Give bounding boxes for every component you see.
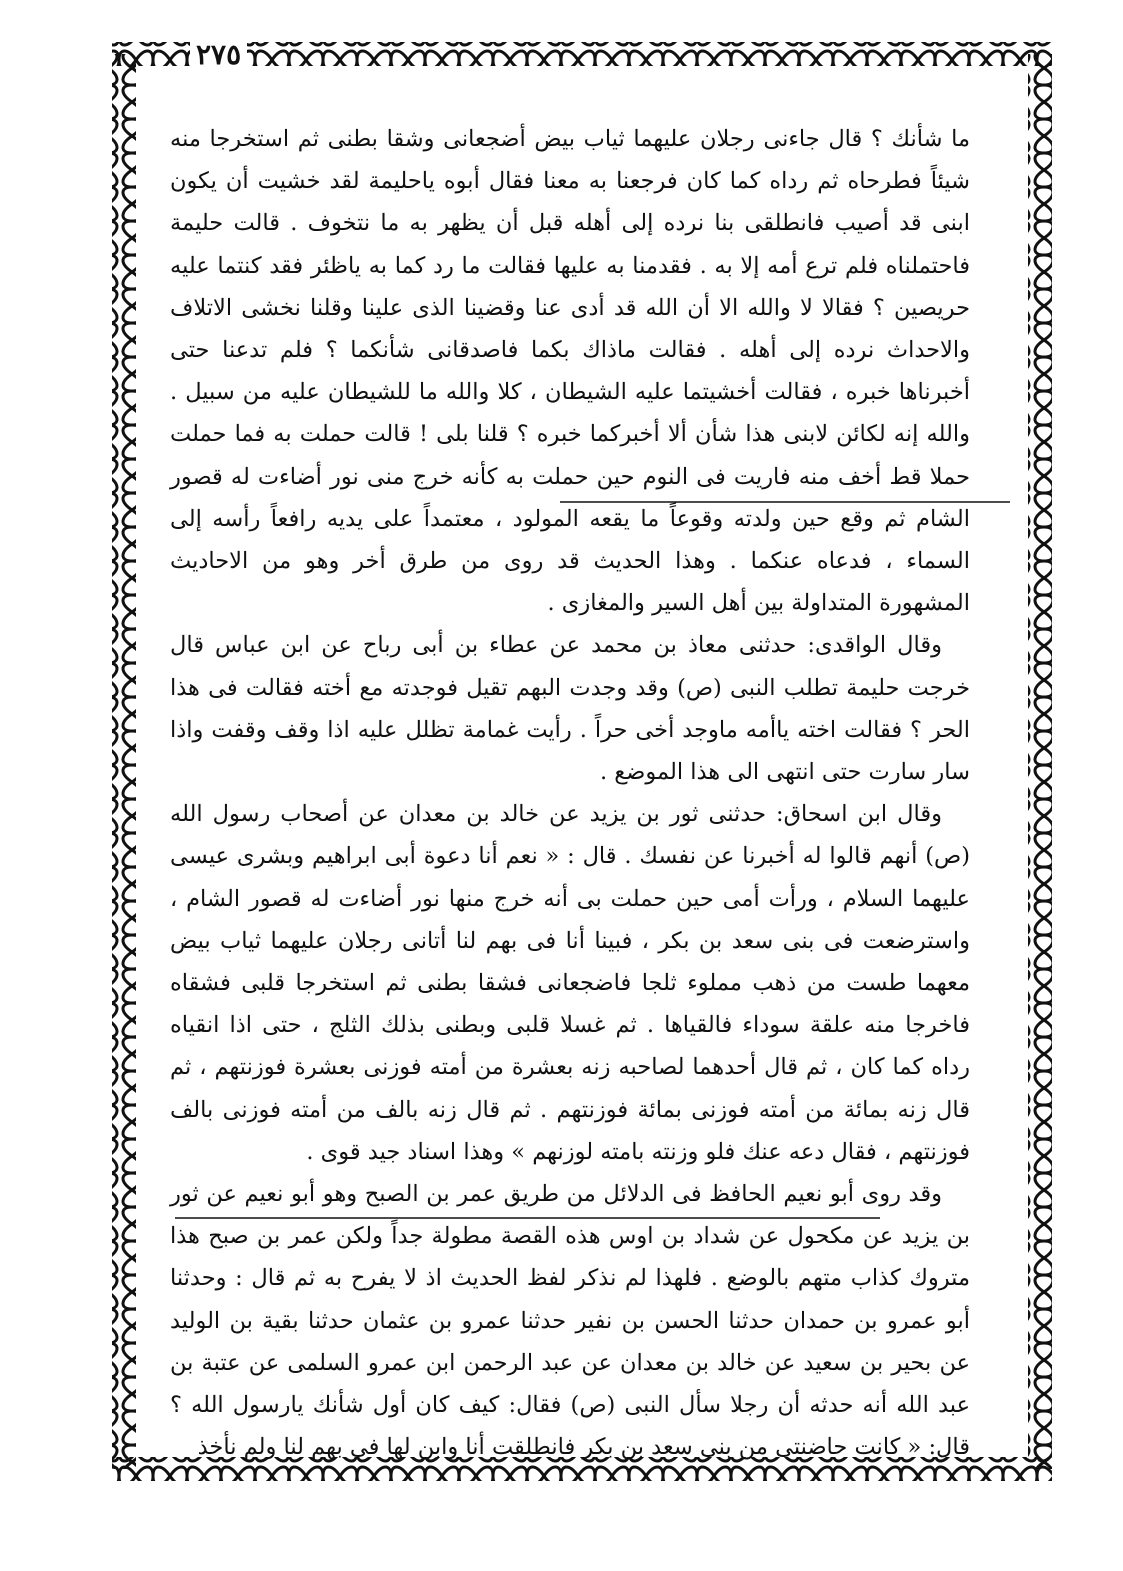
border-top xyxy=(112,42,1052,66)
paragraph-1: ما شأنك ؟ قال جاءنى رجلان عليهما ثياب بيض أضجعانى وشقا بطنى ثم استخرجا منه شيئاً فطرحاه ثم رداه كما كان فرجعنا به معنا فقال أبوه ياحليمة لقد خشيت أن يكون ابنى قد أصيب فانطلقى بنا نرده إلى أهله قبل أن يظهر به ما نتخوف . قالت حليمة فاحتملناه فلم ترع أمه إلا به . فقدمنا به عليها فقالت ما رد كما به ياظئر فقد كنتما عليه حريصين ؟ فقالا لا والله الا أن الله قد أدى عنا وقضينا الذى علينا وقلنا نخشى الاتلاف والاحداث نرده إلى أهله . فقالت ماذاك بكما فاصدقانى شأنكما ؟ فلم تدعنا حتى أخبرناها خبره ، فقالت أخشيتما عليه الشيطان ، كلا والله ما للشيطان عليه من سبيل . والله إنه لكائن لابنى هذا شأن ألا أخبركما خبره ؟ قلنا بلى ! قالت حملت به فما حملت حملا قط أخف منه فاريت فى النوم حين حملت به كأنه خرج منى نور أضاءت له قصور الشام ثم وقع حين ولدته وقوعاً ما يقعه المولود ، معتمداً على يديه رافعاً رأسه إلى السماء ، فدعاه عنكما . وهذا الحديث قد روى من طرق أخر وهو من الاحاديث المشهورة المتداولة بين أهل السير والمغازى . xyxy=(170,126,970,617)
border-left xyxy=(112,54,136,1469)
paragraph-2: وقال الواقدى: حدثنى معاذ بن محمد عن عطاء بن أبى رباح عن ابن عباس قال خرجت حليمة تطلب النبى (ص) وقد وجدت البهم تقيل فوجدته مع أخته فقالت فى هذا الحر ؟ فقالت اخته ياأمه ماوجد أخى حراً . رأيت غمامة تظلل عليه اذا وقف وقفت واذا سار سارت حتى انتهى الى هذا الموضع . xyxy=(170,632,970,786)
page-number: ٢٧٥ xyxy=(190,38,247,71)
body-text xyxy=(170,118,970,1461)
paragraph-3: وقال ابن اسحاق: حدثنى ثور بن يزيد عن خالد بن معدان عن أصحاب رسول الله (ص) أنهم قالوا له أخبرنا عن نفسك . قال : « نعم أنا دعوة أبى ابراهيم وبشرى عيسى عليهما السلام ، ورأت أمى حين حملت بى أنه خرج منها نور أضاءت له قصور الشام ، واسترضعت فى بنى سعد بن بكر ، فبينا أنا فى بهم لنا أتانى رجلان عليهما ثياب بيض معهما طست من ذهب مملوء ثلجا فاضجعانى فشقا بطنى ثم استخرجا قلبى فشقاه فاخرجا منه علقة سوداء فالقياها . ثم غسلا قلبى وبطنى بذلك الثلج ، حتى اذا انقياه رداه كما كان ، ثم قال أحدهما لصاحبه زنه بعشرة من أمته فوزنى بعشرة فوزنتهم ، ثم قال زنه بمائة من أمته فوزنى بمائة فوزنتهم . ثم قال زنه بالف من أمته فوزنى بالف فوزنتهم ، فقال دعه عنك فلو وزنته بامته لوزنهم » وهذا اسناد جيد قوى . xyxy=(170,801,970,1165)
border-right xyxy=(1028,54,1052,1469)
paragraph-4: وقد روى أبو نعيم الحافظ فى الدلائل من طريق عمر بن الصبح وهو أبو نعيم عن ثور بن يزيد عن مكحول عن شداد بن اوس هذه القصة مطولة جداً ولكن عمر بن صبح هذا متروك كذاب متهم بالوضع . فلهذا لم نذكر لفظ الحديث اذ لا يفرح به ثم قال : وحدثنا أبو عمرو بن حمدان حدثنا الحسن بن نفير حدثنا عمرو بن عثمان حدثنا بقية بن الوليد عن بحير بن سعيد عن خالد بن معدان عن عبد الرحمن ابن عمرو السلمى عن عتبة بن عبد الله أنه حدثه أن رجلا سأل النبى (ص) فقال: كيف كان أول شأنك يارسول الله ؟ قال: « كانت حاضنتى من بنى سعد بن بكر فانطلقت أنا وابن لها فى بهم لنا ولم نأخذ xyxy=(170,1181,970,1461)
